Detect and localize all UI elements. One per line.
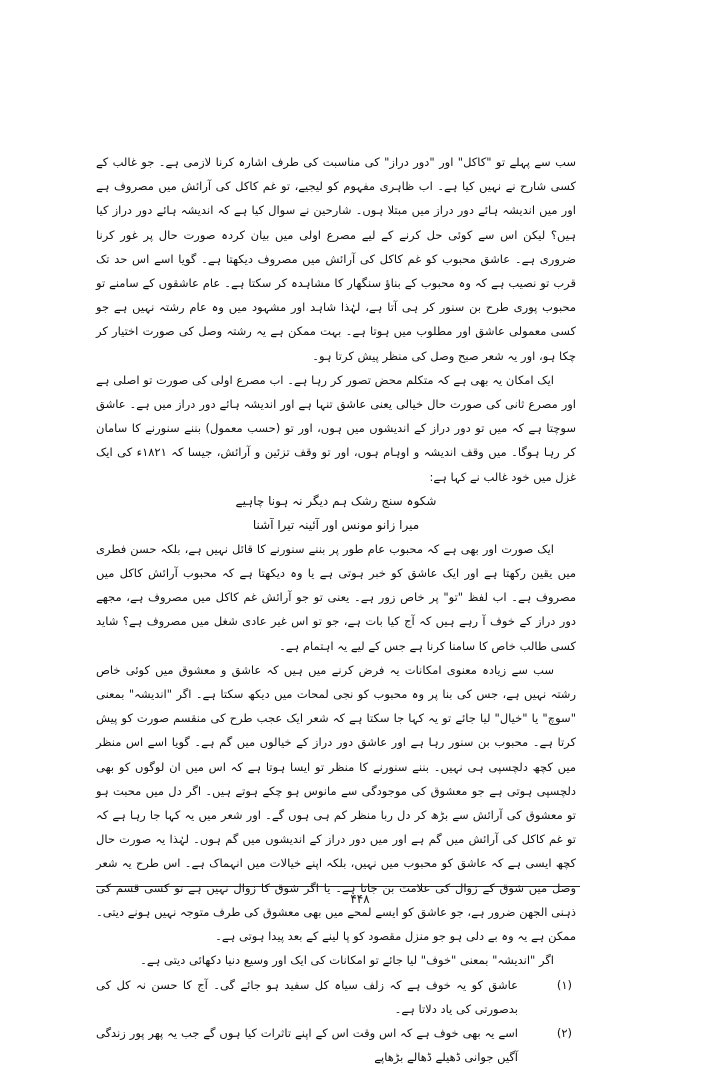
list-text: اسے یہ بھی خوف ہے کہ اس وقت اس کے اپنے تاثرات کیا ہوں گے جب یہ پھر پور زندگی آگیں جوانی ڈھیلے ڈھالے بڑھاپے — [96, 1025, 518, 1065]
paragraph-5: اگر "اندیشہ" بمعنی "خوف" لیا جائے تو امکانات کی ایک اور وسیع دنیا دکھائی دیتی ہے۔ — [140, 953, 554, 968]
list-number: (۱) — [556, 977, 572, 992]
list-number: (۲) — [556, 1025, 572, 1040]
body-text — [96, 150, 576, 1069]
list-item — [96, 1021, 576, 1069]
paragraph-3: ایک صورت اور بھی ہے کہ محبوب عام طور پر بننے سنورنے کا قائل نہیں ہے، بلکہ حسن فطری میں یقین رکھتا ہے اور ایک عاشق کو خبر ہوتی ہے یا وہ دیکھتا ہے کہ محبوب آرائش کاکل میں مصروف ہے۔ اب لفظ "تو" پر خاص زور ہے۔ یعنی تو جو آرائش غم کاکل میں مصروف ہے، مجھے دور دراز کے خوف آ رہے ہیں کہ آج کیا بات ہے، جو تو اس غیر عادی شغل میں مصروف ہے؟ شاید کسی طالب خاص کا سامنا کرنا ہے جس کے لیے یہ اہتمام ہے۔ — [96, 541, 576, 653]
page-number: ۴۴۸ — [350, 892, 370, 906]
couplet-line-2: میرا زانو مونس اور آئینہ تیرا آشنا — [252, 517, 420, 532]
list-text: عاشق کو یہ خوف ہے کہ زلف سیاہ کل سفید ہو جائے گی۔ آج کا حسن نہ کل کی بدصورتی کی یاد دلاتا ہے۔ — [96, 977, 518, 1016]
paragraph-1: سب سے پہلے تو "کاکل" اور "دور دراز" کی مناسبت کی طرف اشارہ کرنا لازمی ہے۔ جو غالب کے کسی شارح نے نہیں کیا ہے۔ اب ظاہری مفہوم کو لیجیے، تو غم کاکل کی آرائش میں مصروف ہے اور میں اندیشہ ہائے دور دراز میں مبتلا ہوں۔ شارحین نے سوال کیا ہے کہ اندیشہ ہائے دور دراز کیا ہیں؟ لیکن اس سے کوئی حل کرنے کے لیے مصرع اولی میں بیان کردہ صورت حال پر غور کرنا ضروری ہے۔ عاشق محبوب کو غم کاکل کی آرائش میں مصروف دیکھتا ہے۔ گویا اسے اس حد تک قرب تو نصیب ہے کہ وہ محبوب کے بناؤ سنگھار کا مشاہدہ کر سکتا ہے۔ عام عاشقوں کے سامنے تو محبوب پوری طرح بن سنور کر ہی آتا ہے، لہٰذا شاہد اور مشہود میں وہ عام رشتہ نہیں ہے جو کسی معمولی عاشق اور مطلوب میں ہوتا ہے۔ بہت ممکن ہے یہ رشتہ وصل کی صورت اختیار کر چکا ہو، اور یہ شعر صبح وصل کی منظر پیش کرتا ہو۔ — [96, 155, 576, 363]
paragraph-4: سب سے زیادہ معنوی امکانات یہ فرض کرنے میں ہیں کہ عاشق و معشوق میں کوئی خاص رشتہ نہیں ہے، جس کی بنا پر وہ محبوب کو نجی لمحات میں دیکھ سکتا ہے۔ اگر "اندیشہ" بمعنی "سوچ" یا "خیال" لیا جائے تو یہ کہا جا سکتا ہے کہ شعر ایک عجب طرح کی منقسم صورت کو پیش کرتا ہے۔ محبوب بن سنور رہا ہے اور عاشق دور دراز کے خیالوں میں گم ہے۔ گویا اسے اس منظر میں کچھ دلچسپی ہی نہیں۔ بننے سنورنے کا منظر تو ایسا ہوتا ہے کہ اس میں ان لوگوں کو بھی دلچسپی ہوتی ہے جو معشوق کی موجودگی سے مانوس ہو چکے ہوتے ہیں۔ اگر دل میں محبت ہو تو معشوق کی آرائش سے بڑھ کر دل ربا منظر کم ہی ہوں گے۔ اور شعر میں یہ کہا جا رہا ہے کہ تو غم کاکل کی آرائش میں گم ہے اور میں دور دراز کے اندیشوں میں گم ہوں۔ لہٰذا یہ صورت حال کچھ ایسی ہے کہ عاشق کو محبوب میں نہیں، بلکہ اپنے خیالات میں انہماک ہے۔ اس طرح یہ شعر وصل میں شوق کے زوال کی علامت بن جاتا ہے۔ یا اگر شوق کا زوال نہیں ہے تو کسی قسم کی ذہنی الجھن ضرور ہے، جو عاشق کو ایسے لمحے میں بھی معشوق کی طرف متوجہ نہیں ہونے دیتی۔ ممکن ہے یہ وہ بے دلی ہو جو منزل مقصود کو پا لینے کے بعد پیدا ہوتی ہے۔ — [96, 662, 576, 944]
footer-rule — [96, 886, 580, 887]
list-item — [96, 973, 576, 1021]
paragraph-2: ایک امکان یہ بھی ہے کہ متکلم محض تصور کر رہا ہے۔ اب مصرع اولی کی صورت تو اصلی ہے اور مصرع ثانی کی صورت حال خیالی یعنی عاشق تنہا ہے اور اندیشہ ہائے دور دراز میں ہے۔ عاشق سوچتا ہے کہ میں تو دور دراز کے اندیشوں میں ہوں، اور تو (حسب معمول) بننے سنورنے کا سامان کر رہا ہوگا۔ میں وقف اندیشہ و اوہام ہوں، اور تو وقف تزئین و آرائش، جیسا کہ ۱۸۲۱ء کی ایک غزل میں خود غالب نے کہا ہے: — [96, 372, 577, 484]
couplet-line-1: شکوہ سنج رشک ہم دیگر نہ ہونا چاہیے — [235, 493, 437, 508]
